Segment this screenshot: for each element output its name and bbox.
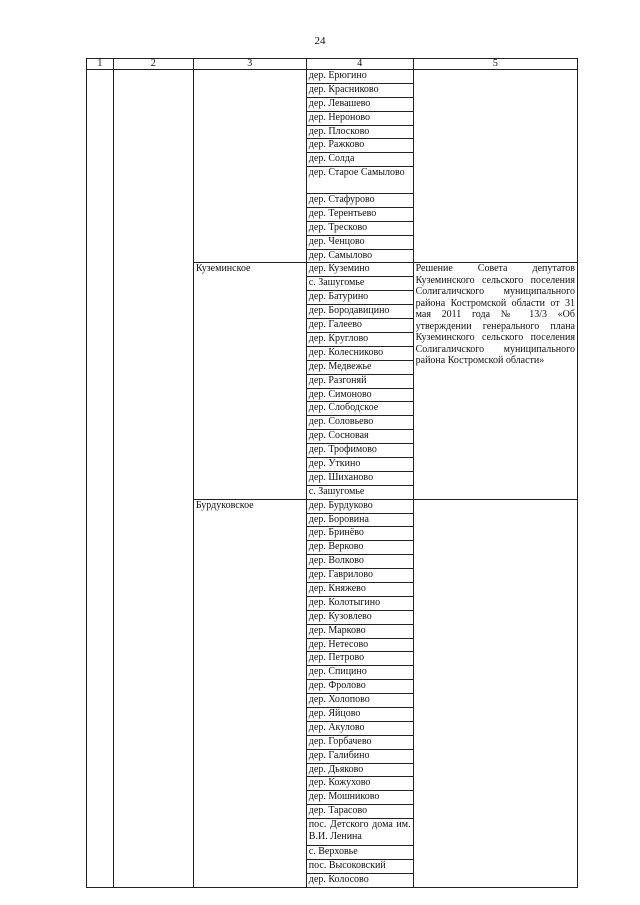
column-header: 5 [413,59,577,70]
column-header: 2 [113,59,193,70]
locality-cell: дер. Стафурово [306,194,413,208]
cell-col1 [87,70,114,888]
locality-cell: дер. Терентьево [306,207,413,221]
locality-cell: дер. Батурино [306,291,413,305]
locality-cell: дер. Левашево [306,97,413,111]
settlements-table [86,58,578,888]
locality-cell: дер. Бородавицино [306,305,413,319]
locality-cell: дер. Акулово [306,721,413,735]
locality-cell: дер. Холопово [306,694,413,708]
locality-cell: дер. Шиханово [306,471,413,485]
locality-cell: дер. Кузовлево [306,610,413,624]
page-number: 24 [314,35,326,47]
locality-cell: дер. Самылово [306,249,413,263]
locality-cell: дер. Колотыгино [306,596,413,610]
locality-cell: дер. Нероново [306,111,413,125]
locality-cell: пос. Детского дома им. В.И. Ленина [306,819,413,846]
decision-cell: Решение Совета депутатов Куземинского сельского поселения Солигаличского муниципального района Костромской области от 31 мая 2011 года № 13/3 «Об утверждении генерального плана Куземинского сельского поселения Солигаличского муниципального района Костромской области» [413,263,577,499]
locality-cell: дер. Верково [306,541,413,555]
column-header: 4 [306,59,413,70]
locality-cell: с. Зашугомье [306,485,413,499]
locality-cell: дер. Тарасово [306,805,413,819]
table-row [87,70,578,84]
locality-cell: дер. Тресково [306,221,413,235]
locality-cell: дер. Слободское [306,402,413,416]
locality-cell: дер. Ражково [306,139,413,153]
locality-cell: дер. Ченцово [306,235,413,249]
locality-cell: дер. Петрово [306,652,413,666]
locality-cell: дер. Мошниково [306,791,413,805]
decision-cell [413,70,577,263]
locality-cell: дер. Гаврилово [306,569,413,583]
locality-cell: дер. Симоново [306,388,413,402]
settlement-name-cell: Бурдуковское [193,499,306,887]
locality-cell: дер. Княжево [306,582,413,596]
locality-cell: дер. Яйцово [306,707,413,721]
locality-cell: дер. Колесниково [306,346,413,360]
locality-cell: дер. Плосково [306,125,413,139]
locality-cell: с. Зашугомье [306,277,413,291]
locality-cell: дер. Сосновая [306,430,413,444]
locality-cell: дер. Уткино [306,457,413,471]
column-number-row [87,59,578,70]
locality-cell: дер. Боровина [306,513,413,527]
locality-cell: дер. Медвежье [306,360,413,374]
locality-cell: дер. Волково [306,555,413,569]
locality-cell: дер. Кожухово [306,777,413,791]
locality-cell: дер. Красниково [306,83,413,97]
locality-cell: дер. Галибино [306,749,413,763]
locality-cell: пос. Высоковский [306,859,413,873]
settlement-name-cell: Куземинское [193,263,306,499]
locality-cell: дер. Ерюгино [306,70,413,84]
column-header: 1 [87,59,114,70]
locality-cell: дер. Круглово [306,332,413,346]
locality-cell: дер. Горбачево [306,735,413,749]
locality-cell: дер. Соловьево [306,416,413,430]
locality-cell: с. Верховье [306,845,413,859]
locality-cell: дер. Нетесово [306,638,413,652]
decision-cell [413,499,577,887]
locality-cell: дер. Солда [306,153,413,167]
locality-cell: дер. Галеево [306,319,413,333]
settlement-name-cell [193,70,306,263]
locality-cell: дер. Марково [306,624,413,638]
locality-cell: дер. Старое Самылово [306,167,413,194]
locality-cell: дер. Дьяково [306,763,413,777]
locality-cell: дер. Фролово [306,680,413,694]
locality-cell: дер. Куземино [306,263,413,277]
column-header: 3 [193,59,306,70]
locality-cell: дер. Разгоняй [306,374,413,388]
locality-cell: дер. Колосово [306,873,413,887]
locality-cell: дер. Спицино [306,666,413,680]
locality-cell: дер. Трофимово [306,444,413,458]
cell-col2 [113,70,193,888]
locality-cell: дер. Бурдуково [306,499,413,513]
locality-cell: дер. Бринёво [306,527,413,541]
